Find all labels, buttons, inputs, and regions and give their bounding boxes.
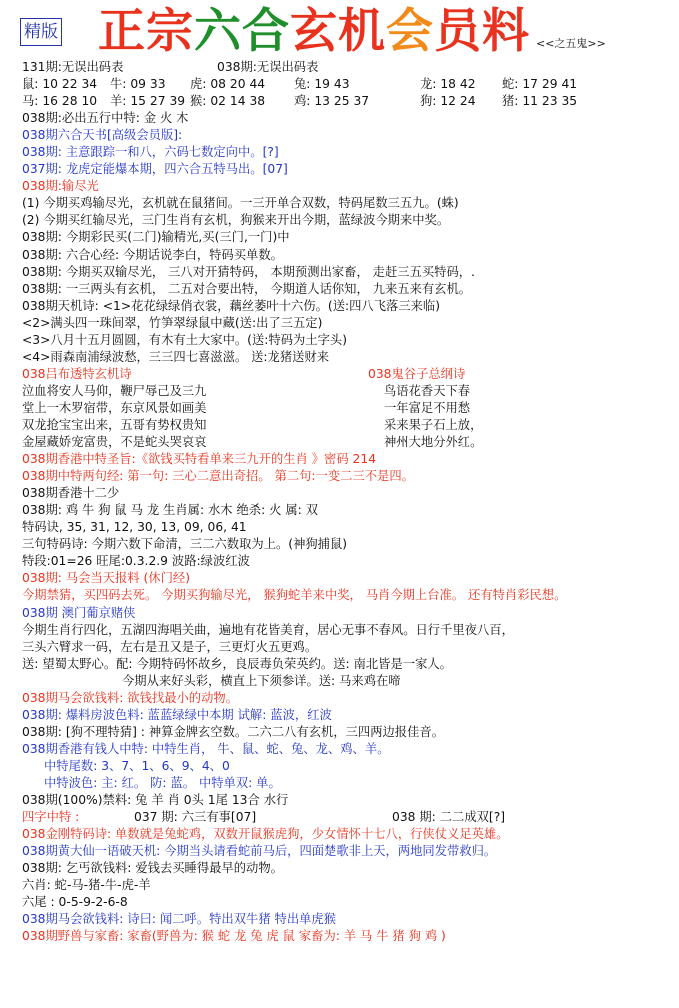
text-line: 三句特码诗: 今期六数下命清，三二六数取为上。(神狗捕鼠) (22, 537, 348, 552)
text-line: (1) 今期买鸡输尽光，玄机就在鼠猪间。一三开单合双数，特码尾数三五九。(蛛) (22, 196, 459, 211)
text-line: 038期中特两句经: 第一句: 三心二意出奇招。 第二句:一变二三不是四。 (22, 469, 414, 484)
text-line: 六肖: 蛇-马-猪-牛-虎-羊 (22, 878, 151, 893)
text-line: 038期: 爆料房波色料: 蓝蓝绿绿中本期 试解: 蓝波，红波 (22, 707, 332, 722)
text-line: 038期黄大仙一语破天机: 今期当头请看蛇前马后，四面楚歌非上天，两地同发带救归。 (22, 844, 497, 859)
text-line: 038期: 主意跟踪一和八，六码七数定向中。[?] (22, 145, 279, 160)
text-row (22, 366, 672, 383)
text-row (22, 434, 672, 451)
text-row (22, 93, 672, 110)
text-line: 038期天机诗: <1>花花绿绿俏衣裳，藕丝萎叶十六伤。(送:四八飞落三来临) (22, 298, 441, 313)
text-cell: 037 期: 六三有事[07] (134, 810, 257, 825)
text-line: 038期: 马会当天报料 (休门经) (22, 571, 190, 586)
text-cell: 038吕布透特玄机诗 (22, 366, 132, 381)
text-line: 038期马会欲钱料: 诗曰: 闻二呼。特出双牛猪 特出单虎猴 (22, 912, 337, 927)
text-line: 038期野兽与家畜: 家畜(野兽为: 猴 蛇 龙 兔 虎 鼠 家畜为: 羊 马 牛 猪 狗 鸡 ) (22, 929, 446, 944)
text-line: 今期生肖行四化，五湖四海唱关曲，遍地有花皆美育，居心无事不春风。日行千里夜八百， (22, 622, 514, 637)
text-row (22, 400, 672, 417)
text-cell: 131期:无误出码表 (22, 60, 124, 74)
text-line: 038期香港有钱人中特: 中特生肖， 牛、鼠、蛇、兔、龙、鸡、羊。 (22, 741, 390, 756)
text-cell: 马: 16 28 10 (22, 94, 98, 109)
text-line: 038期: 一三两头有玄机， 二五对合要出特， 今期道人话你知， 九来五来有玄机。 (22, 281, 472, 296)
document-body (22, 59, 672, 945)
text-cell: 鼠: 10 22 34 (22, 77, 98, 92)
title-part: 正宗 (98, 4, 194, 59)
text-line: 今期从来好头彩，横直上下须参详。送: 马来鸡在啼 (122, 673, 401, 688)
text-line: 特码诀, 35, 31, 12, 30, 13, 09, 06, 41 (22, 520, 247, 535)
text-line: 三头六臂求一码，左右是丑又是子，三更灯火五更鸡。 (22, 639, 318, 654)
text-row (22, 76, 672, 93)
text-line: 038期:输尽光 (22, 179, 99, 194)
text-cell: 龙: 18 42 (420, 77, 476, 92)
text-line: 六尾 : 0-5-9-2-6-8 (22, 895, 128, 910)
text-cell: 泣血将安人马仰，鞭尸辱己及三九 (22, 383, 207, 398)
text-line: 038期: [狗不理特猜] : 神算金牌玄空数。二六二八有玄机，三四两边报佳音。 (22, 724, 444, 739)
text-cell: 双龙抢宝宝出来，五哥有势权贵知 (22, 417, 207, 432)
title-part: 六合 (194, 4, 290, 59)
text-line: 038期马会欲钱料: 欲钱找最小的动物。 (22, 690, 238, 705)
subtitle-note: <<之五鬼>> (536, 37, 606, 50)
text-line: 038期香港中特圣旨:《欲钱买特看单来三九开的生肖 》密码 214 (22, 452, 377, 467)
text-line: 038期: 乞丐欲钱料: 爱钱去买睡得最早的动物。 (22, 861, 283, 876)
text-line: 038期(100%)禁料: 兔 羊 肖 0头 1尾 13合 水行 (22, 793, 289, 808)
text-line: 038期: 鸡 牛 狗 鼠 马 龙 生肖属: 水木 绝杀: 火 属: 双 (22, 503, 318, 518)
text-line: 038期: 今期买双输尽光， 三八对开猜特码， 本期预测出家畜， 走赶三五买特码，. (22, 264, 475, 279)
text-line: 今期禁猜，买四码去死。 今期买狗输尽光， 猴狗蛇羊来中奖， 马肖今期上台准。 还有特肖彩民想。 (22, 588, 567, 603)
title-part: 会 (386, 4, 434, 59)
text-cell: 四字中特 : (22, 810, 80, 825)
text-cell: 狗: 12 24 (420, 94, 476, 109)
text-line: 038金刚特码诗: 单数就是兔蛇鸡，双数开鼠猴虎狗，少女情怀十七八，行侠仗义足英雄。 (22, 827, 509, 842)
text-cell: 038鬼谷子总纲诗 (368, 366, 466, 381)
text-cell: 神州大地分外红。 (384, 435, 483, 450)
title-part: 玄机 (290, 4, 386, 59)
text-line: <3>八月十五月圆圆，有木有土大家中。(送:特码为土字头) (22, 332, 347, 347)
text-row (22, 809, 672, 826)
text-cell: 蛇: 17 29 41 (502, 77, 578, 92)
text-line: 038期六合天书[高级会员版]: (22, 128, 183, 143)
text-cell: 采来果子石上放， (384, 417, 483, 432)
text-cell: 一年富足不用愁 (384, 400, 471, 415)
text-row (22, 59, 672, 76)
text-cell: 猪: 11 23 35 (502, 94, 578, 109)
text-cell: 038期:无误出码表 (217, 60, 319, 74)
page-title (98, 2, 530, 62)
text-row (22, 383, 672, 400)
text-cell: 鸟语花香天下春 (384, 383, 471, 398)
text-line: 038期:必出五行中特: 金 火 木 (22, 111, 189, 126)
text-line: 038期: 六合心经: 今期话说李白，特码买单数。 (22, 247, 283, 262)
text-line: 038期香港十二少 (22, 486, 120, 501)
text-cell: 金屋藏娇宠富贵，不是蛇头哭哀哀 (22, 435, 207, 450)
text-cell: 堂上一木罗宿带，东京风景如画美 (22, 400, 207, 415)
text-cell: 牛: 09 33 (110, 77, 166, 92)
text-line: (2) 今期买红输尽光，三门生肖有玄机，狗猴来开出今期，蓝绿波今期来中奖。 (22, 213, 450, 228)
text-line: 送: 望蜀太野心。配: 今期特码怀故乡，良辰毒负荣英约。送: 南北皆是一家人。 (22, 656, 452, 671)
title-part: 员料 (434, 4, 530, 59)
text-line: 038期: 今期彩民买(二门)输精光,买(三门,一门)中 (22, 230, 290, 245)
text-row (22, 417, 672, 434)
text-line: 038期 澳门葡京赌侠 (22, 605, 136, 620)
text-cell: 猴: 02 14 38 (190, 94, 266, 109)
text-cell: 兔: 19 43 (294, 77, 350, 92)
edition-badge: 精版 (20, 18, 62, 46)
text-line: <2>满头四一珠间翠，竹笋翠绿鼠中藏(送:出了三五定) (22, 315, 323, 330)
text-cell: 羊: 15 27 39 (110, 94, 186, 109)
text-line: <4>雨森南浦绿波愁，三三四七喜滋滋。 送:龙猪送财来 (22, 349, 330, 364)
text-line: 037期: 龙虎定能爆本期，四六合五特马出。[07] (22, 162, 288, 177)
text-cell: 虎: 08 20 44 (190, 77, 266, 92)
text-line: 特段:01=26 旺尾:0.3.2.9 波路:绿波红波 (22, 554, 250, 569)
text-cell: 鸡: 13 25 37 (294, 94, 370, 109)
text-cell: 038 期: 二二成双[?] (392, 810, 506, 825)
text-line: 中特波色: 主: 红。 防: 蓝。 中特单双: 单。 (44, 775, 281, 790)
text-line: 中特尾数: 3、7、1、6、9、4、0 (44, 758, 230, 773)
